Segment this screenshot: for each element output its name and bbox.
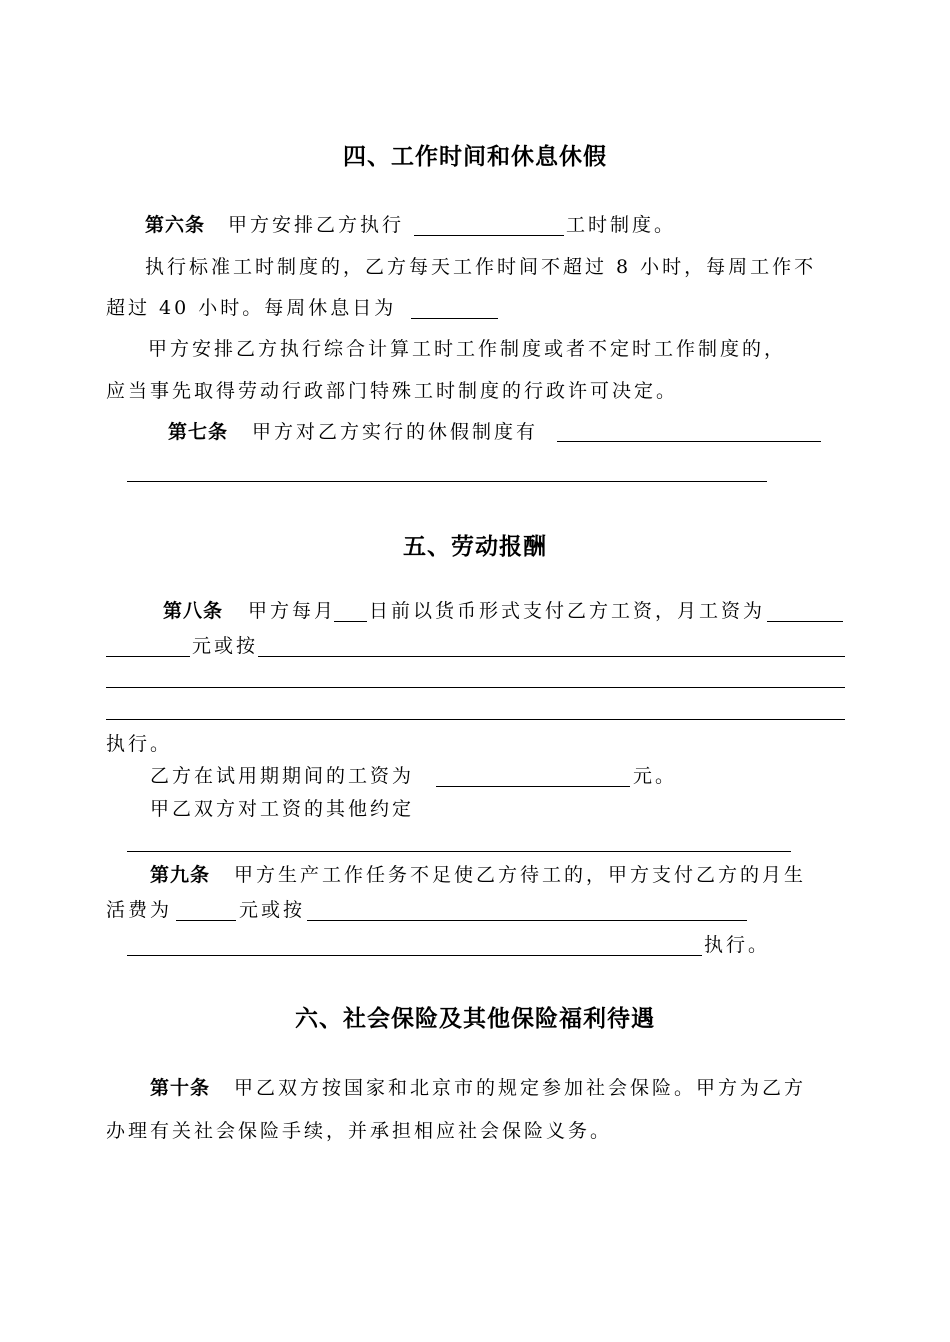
wage-method-blank-line-2[interactable] [106,687,845,688]
allowance-method-blank-cont[interactable] [127,955,702,956]
allowance-method-blank[interactable] [307,920,747,921]
article-8-exec-line: 执行。 [106,733,173,755]
comprehensive-hours-line-1: 甲方安排乙方执行综合计算工时工作制度或者不定时工作制度的， [148,338,787,360]
leave-system-blank[interactable] [557,441,821,442]
article-8-label: 第八条 [163,600,224,622]
other-wage-agreement-blank[interactable] [127,851,791,852]
living-allowance-blank[interactable] [176,920,236,921]
monthly-wage-blank-cont[interactable] [106,656,190,657]
standard-hours-line-1: 执行标准工时制度的，乙方每天工作时间不超过 8 小时，每周工作不 [145,256,817,278]
article-8-line-1: 第八条 甲方每月 日前以货币形式支付乙方工资，月工资为 [0,594,950,628]
article-6-text: 甲方安排乙方执行 [228,214,405,236]
article-6-label: 第六条 [145,214,206,236]
wage-method-blank[interactable] [258,656,845,657]
section-heading-5: 五、劳动报酬 [403,534,547,560]
article-10-line-1: 第十条 甲乙双方按国家和北京市的规定参加社会保险。甲方为乙方 [0,1071,950,1105]
rest-day-blank[interactable] [411,318,498,319]
wage-method-blank-line-3[interactable] [106,719,845,720]
pay-day-blank[interactable] [334,621,367,622]
other-wage-agreement-line: 甲乙双方对工资的其他约定 [150,798,415,820]
article-9-line-1: 第九条 甲方生产工作任务不足使乙方待工的，甲方支付乙方的月生 [0,858,950,892]
article-6-text-end: 工时制度。 [566,214,677,236]
article-8-line-2: 元或按 [0,629,950,663]
article-9-line-3: 执行。 [0,928,950,962]
article-10-label: 第十条 [150,1077,211,1099]
probation-wage-blank[interactable] [436,786,630,787]
section-heading-6: 六、社会保险及其他保险福利待遇 [295,1006,655,1032]
leave-system-blank-line-2[interactable] [127,481,767,482]
monthly-wage-blank[interactable] [767,621,843,622]
article-7-label: 第七条 [168,421,229,443]
standard-hours-line-2: 超过 40 小时。每周休息日为 [0,291,950,325]
article-7-line [0,415,950,449]
hours-system-blank[interactable] [414,235,564,236]
comprehensive-hours-line-2: 应当事先取得劳动行政部门特殊工时制度的行政许可决定。 [106,380,679,402]
article-9-label: 第九条 [150,864,211,886]
article-6-line [0,208,950,242]
article-7-text: 甲方对乙方实行的休假制度有 [252,421,539,443]
article-10-line-2: 办理有关社会保险手续，并承担相应社会保险义务。 [106,1120,613,1142]
section-heading-4: 四、工作时间和休息休假 [343,144,607,170]
probation-wage-line: 乙方在试用期期间的工资为 元。 [150,765,678,787]
article-9-line-2: 活费为 元或按 [0,893,950,927]
